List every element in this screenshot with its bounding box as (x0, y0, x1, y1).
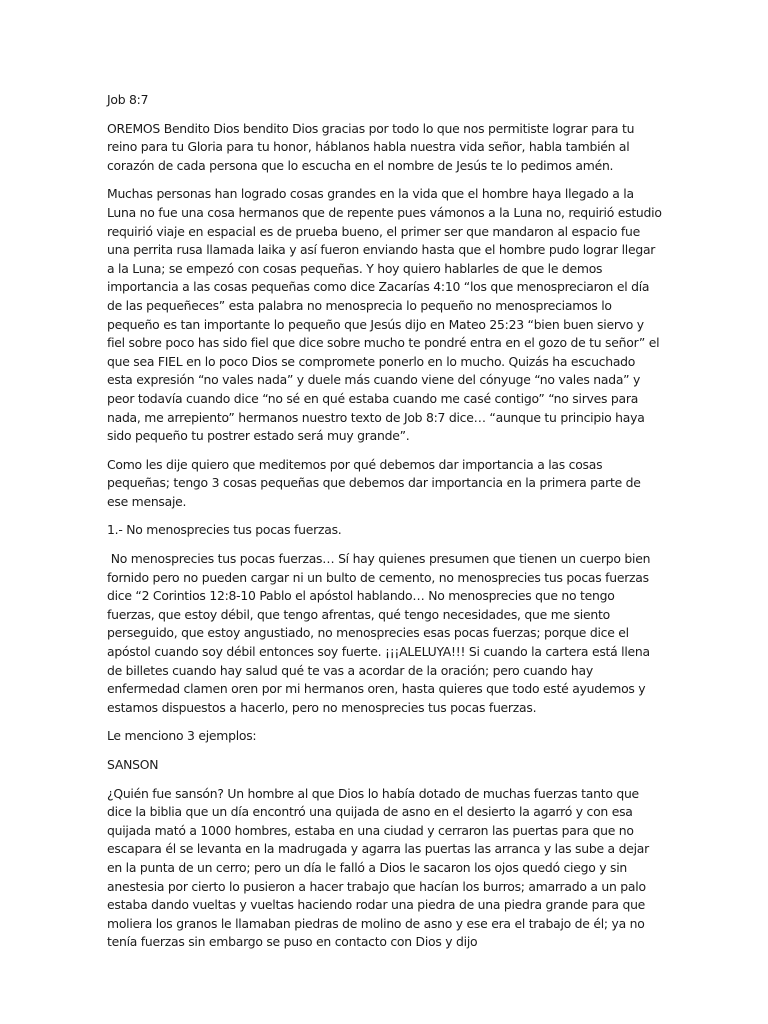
document-body (107, 91, 663, 962)
body-paragraph: Le menciono 3 ejemplos: (107, 728, 257, 744)
point-heading: 1.- No menosprecies tus pocas fuerzas. (107, 522, 342, 538)
body-paragraph: ¿Quién fue sansón? Un hombre al que Dios lo había dotado de muchas fuerzas tanto que dice la biblia que un día encontró una quijada de asno en el desierto la agarró y con esa quijada mató a 1000 hombres, estaba en una ciudad y cerraron las puertas para que no escapara él se levanta en la madrugada y agarra las puertas las arranca y las sube a dejar en la punta de un cerro; pero un día le falló a Dios le sacaron los ojos quedó ciego y sin anestesia por cierto lo pusieron a hacer trabajo que hacían los burros; amarrado a un palo estaba dando vueltas y vueltas haciendo rodar una piedra de una piedra grande para que moliera los granos le llamaban piedras de molino de asno y ese era el trabajo de él; ya no tenía fuerzas sin embargo se puso en contacto con Dios y dijo (107, 785, 649, 950)
section-heading: SANSON (107, 757, 159, 772)
prayer-paragraph: OREMOS Bendito Dios bendito Dios gracias por todo lo que nos permitiste lograr para tu reino para tu Gloria para tu honor, háblanos habla nuestra vida señor, habla también al corazón de cada persona que lo escucha en el nombre de Jesús te lo pedimos amén. (107, 120, 635, 173)
body-paragraph: Muchas personas han logrado cosas grandes en la vida que el hombre haya llegado a la Luna no fue una cosa hermanos que de repente pues vámonos a la Luna no, requirió estudio requirió viaje en espacial es de prueba bueno, el primer ser que mandaron al espacio fue una perrita rusa llamada laika y así fueron enviando hasta que el hombre pudo lograr llegar a la Luna; se empezó con cosas pequeñas. Y hoy quiero hablarles de que le demos importancia a las cosas pequeñas como dice Zacarías 4:10 “los que menospreciaron el día de las pequeñeces” esta palabra no menosprecia lo pequeño no menospreciamos lo pequeño es tan importante lo pequeño que Jesús dijo en Mateo 25:23 “bien buen siervo y fiel sobre poco has sido fiel que dice sobre mucho te pondré entra en el gozo de tu señor” el que sea FIEL en lo poco Dios se compromete ponerlo en lo mucho. Quizás ha escuchado esta expresión “no vales nada” y duele más cuando viene del cónyuge “no vales nada” y peor todavía cuando dice “no sé en qué estaba cuando me casé contigo” “no sirves para nada, me arrepiento” hermanos nuestro texto de Job 8:7 dice… “aunque tu principio haya sido pequeño tu postrer estado será muy grande”. (107, 186, 662, 444)
body-paragraph: Como les dije quiero que meditemos por qué debemos dar importancia a las cosas pequeñas; tengo 3 cosas pequeñas que debemos dar importancia en la primera parte de ese mensaje. (107, 456, 641, 509)
heading-verse: Job 8:7 (107, 92, 149, 107)
body-paragraph: No menosprecies tus pocas fuerzas… Sí hay quienes presumen que tienen un cuerpo bien fornido pero no pueden cargar ni un bulto de cemento, no menosprecies tus pocas fuerzas dice “2 Corintios 12:8-10 Pablo el apóstol hablando… No menosprecies que no tengo fuerzas, que estoy débil, que tengo afrentas, qué tengo necesidades, que me siento perseguido, que estoy angustiado, no menosprecies esas pocas fuerzas; porque dice el apóstol cuando soy débil entonces soy fuerte. ¡¡¡ALELUYA!!! Si cuando la cartera está llena de billetes cuando hay salud qué te vas a acordar de la oración; pero cuando hay enfermedad clamen oren por mi hermanos oren, hasta quieres que todo esté ayudemos y estamos dispuestos a hacerlo, pero no menosprecies tus pocas fuerzas. (107, 551, 654, 715)
